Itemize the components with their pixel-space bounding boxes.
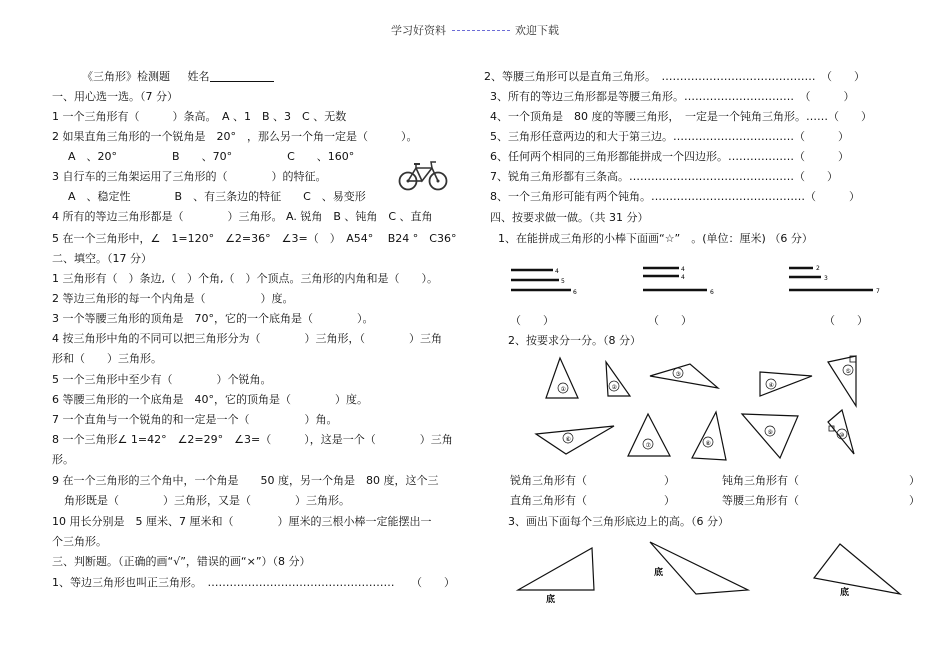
sticks-diagram	[505, 262, 895, 302]
stick-label-1-1: 4	[555, 268, 559, 275]
test-title	[82, 70, 274, 84]
q4-1: 1、在能拼成三角形的小棒下面画“☆” 。(单位：厘米) （6 分）	[498, 232, 813, 245]
header-right: 欢迎下载	[515, 24, 559, 37]
q3-2: 2、等腰三角形可以是直角三角形。 …………………………………… （ ）	[484, 70, 865, 83]
stick-label-2-3: 6	[710, 289, 714, 296]
header-divider	[452, 30, 510, 31]
classify-isosceles[interactable]: 等腰三角形有（ ）	[722, 494, 920, 507]
triangles-diagram	[530, 354, 860, 464]
q2-8-line2: 形。	[52, 453, 74, 466]
triangle-number-6: ⑥	[565, 436, 571, 443]
stick-label-3-1: 2	[816, 265, 820, 272]
q3-6: 6、任何两个相同的三角形都能拼成一个四边形。………………（ ）	[490, 150, 849, 163]
q1-1: 1 一个三角形有（ ）条高。 A 、1 B 、3 C 、无数	[52, 110, 347, 123]
base-label-3: 底	[840, 588, 850, 598]
page-header	[0, 22, 950, 38]
stick-answer-1[interactable]: （ ）	[510, 314, 554, 327]
triangle-1	[546, 358, 578, 398]
q3-3: 3、所有的等边三角形都是等腰三角形。………………………… （ ）	[490, 90, 855, 103]
q3-5: 5、三角形任意两边的和大于第三边。……………………………（ ）	[490, 130, 849, 143]
q3-4: 4、一个顶角是 80 度的等腰三角形， 一定是一个钝角三角形。……（ ）	[490, 110, 872, 123]
q4-3: 3、画出下面每个三角形底边上的高。（6 分）	[508, 515, 729, 528]
q3-7: 7、锐角三角形都有三条高。………………………………………（ ）	[490, 170, 838, 183]
triangle-5	[828, 356, 856, 406]
q2-4-line1: 4 按三角形中角的不同可以把三角形分为（ ）三角形，（ ）三角	[52, 332, 442, 345]
triangle-number-3: ③	[675, 371, 681, 378]
triangle-number-2: ②	[611, 384, 617, 391]
triangle-number-9: ⑨	[767, 429, 773, 436]
stick-label-2-1: 4	[681, 266, 685, 273]
stick-label-3-2: 3	[824, 275, 828, 282]
q2-9-line1: 9 在一个三角形的三个角中，一个角是 50 度，另一个角是 80 度，这个三	[52, 474, 439, 487]
triangle-3	[650, 364, 718, 388]
section-4-heading: 四、按要求做一做。（共 31 分）	[490, 211, 649, 224]
stick-answer-2[interactable]: （ ）	[648, 314, 692, 327]
stick-group-1	[511, 268, 577, 296]
triangle-9	[742, 414, 798, 458]
q2-8-line1: 8 一个三角形∠ 1=42° ∠2=29° ∠3=（ ），这是一个（ ）三角	[52, 433, 453, 446]
height-triangle-1	[518, 548, 594, 605]
section-1-heading: 一、用心选一选。（7 分）	[52, 90, 178, 103]
stick-label-3-3: 7	[876, 288, 880, 295]
classify-obtuse[interactable]: 钝角三角形有（ ）	[722, 474, 920, 487]
q4-2: 2、按要求分一分。（8 分）	[508, 334, 641, 347]
base-label-1: 底	[546, 595, 556, 605]
q2-3: 3 一个等腰三角形的顶角是 70°，它的一个底角是（ ）。	[52, 312, 374, 325]
section-3-heading: 三、判断题。（正确的画“√”，错误的画“×”）（8 分）	[52, 555, 311, 568]
q1-3-options: A 、稳定性 B 、有三条边的特征 C 、易变形	[68, 190, 366, 203]
height-triangles-diagram	[510, 538, 910, 608]
triangle-number-10: ⑩	[839, 432, 845, 439]
triangle-10	[828, 410, 854, 454]
name-line[interactable]	[210, 81, 274, 82]
height-triangle-2	[650, 542, 748, 594]
triangle-number-1: ①	[560, 386, 566, 393]
q2-7: 7 一个直角与一个锐角的和一定是一个（ ）角。	[52, 413, 338, 426]
q1-2-options: A 、20° B 、70° C 、160°	[68, 150, 355, 163]
height-triangle-3	[814, 544, 900, 598]
triangle-number-7: ⑦	[645, 442, 651, 449]
q2-9-line2: 角形既是（ ）三角形，又是（ ）三角形。	[64, 494, 350, 507]
triangle-4	[760, 372, 812, 396]
classify-right[interactable]: 直角三角形有（ ）	[510, 494, 675, 507]
triangle-number-4: ④	[768, 382, 774, 389]
stick-label-1-2: 5	[561, 278, 565, 285]
triangle-number-5: ⑤	[845, 368, 851, 375]
triangle-number-8: ⑧	[705, 440, 711, 447]
triangle-6	[536, 426, 614, 454]
q2-6: 6 等腰三角形的一个底角是 40°，它的顶角是（ ）度。	[52, 393, 368, 406]
stick-label-2-2: 4	[681, 274, 685, 281]
stick-group-2	[643, 266, 714, 296]
classify-acute[interactable]: 锐角三角形有（ ）	[510, 474, 675, 487]
q2-1: 1 三角形有（ ）条边,（ ）个角,（ ）个顶点。三角形的内角和是（ ）。	[52, 272, 438, 285]
triangle-2	[606, 362, 630, 396]
stick-label-1-3: 6	[573, 289, 577, 296]
triangle-7	[628, 414, 670, 456]
q3-8: 8、一个三角形可能有两个钝角。……………………………………（ ）	[490, 190, 860, 203]
section-2-heading: 二、填空。（17 分）	[52, 252, 152, 265]
q1-5: 5 在一个三角形中，∠ 1=120° ∠2=36° ∠3=（ ） A54° B24 ° C36°	[52, 232, 457, 245]
q1-2: 2 如果直角三角形的一个锐角是 20° ，那么另一个角一定是（ ）。	[52, 130, 418, 143]
name-label: 姓名	[187, 70, 210, 83]
bicycle-icon	[398, 158, 448, 192]
title-text: 《三角形》检测题	[82, 70, 170, 83]
header-left: 学习好资料	[391, 24, 446, 37]
stick-answer-3[interactable]: （ ）	[824, 314, 868, 327]
q2-10-line1: 10 用长分别是 5 厘米、7 厘米和（ ）厘米的三根小棒一定能摆出一	[52, 515, 432, 528]
q1-4: 4 所有的等边三角形都是（ ）三角形。 A. 锐角 B 、钝角 C 、直角	[52, 210, 433, 223]
q2-5: 5 一个三角形中至少有（ ）个锐角。	[52, 373, 272, 386]
q2-2: 2 等边三角形的每一个内角是（ ）度。	[52, 292, 294, 305]
stick-group-3	[789, 265, 880, 295]
q1-3: 3 自行车的三角架运用了三角形的（ ）的特征。	[52, 170, 327, 183]
q2-4-line2: 形和（ ）三角形。	[52, 352, 162, 365]
q3-1: 1、等边三角形也叫正三角形。 …………………………………………… （ ）	[52, 576, 455, 589]
base-label-2: 底	[654, 568, 664, 578]
triangle-8	[692, 412, 726, 460]
q2-10-line2: 个三角形。	[52, 535, 107, 548]
